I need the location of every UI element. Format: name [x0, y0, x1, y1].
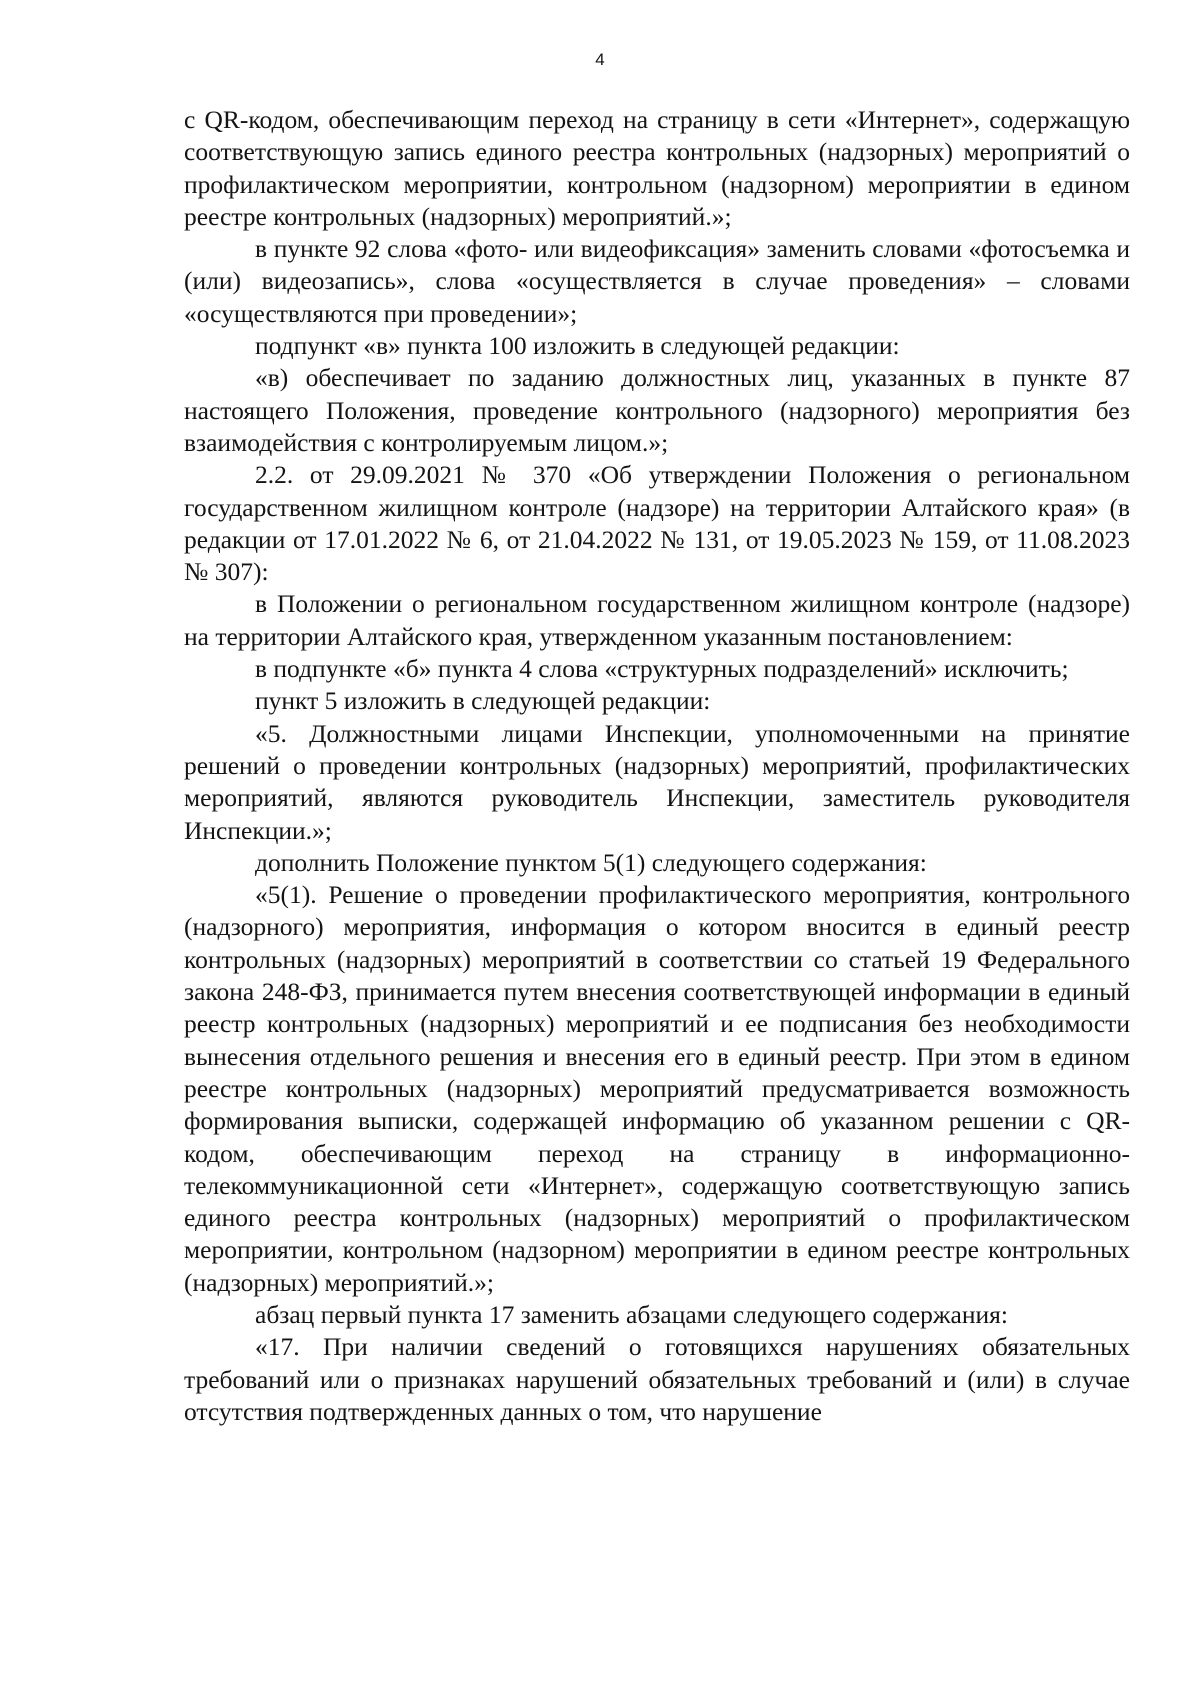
paragraph-item-5-intro: пункт 5 изложить в следующей редакции:: [255, 686, 711, 716]
page-number: 4: [595, 50, 605, 69]
paragraph-section-2-2: 2.2. от 29.09.2021 № 370 «Об утверждении Положения о региональном государственном жилищном контроле (надзоре) на территории Алтайского края» (в редакции от 17.01.2022 № 6, от 21.04.2022 № 131, от 19.05.2023 № 159, от 11.08.2023 № 307):: [184, 460, 1130, 587]
paragraph-item-17-text: «17. При наличии сведений о готовящихся нарушениях обязательных требований или о признаках нарушений обязательных требований и (или) в случае отсутствия подтвержденных данных о том, что нарушение: [184, 1332, 1130, 1426]
paragraph-item-100-text: «в) обеспечивает по заданию должностных лиц, указанных в пункте 87 настоящего Положения, проведение контрольного (надзорного) мероприятия без взаимодействия с контролируемым лицом.»;: [184, 363, 1130, 457]
paragraph-qr-code-continuation: с QR-кодом, обеспечивающим переход на страницу в сети «Интернет», содержащую соответствующую запись единого реестра контрольных (надзорных) мероприятий о профилактическом мероприятии, контрольном (надзорном) мероприятии в едином реестре контрольных (надзорных) мероприятий.»;: [184, 105, 1130, 231]
paragraph-item-92: в пункте 92 слова «фото- или видеофиксация» заменить словами «фотосъемка и (или) видеозапись», слова «осуществляется в случае проведения» – словами «осуществляются при проведении»;: [184, 234, 1130, 328]
paragraph-item-100-intro: подпункт «в» пункта 100 изложить в следующей редакции:: [255, 331, 900, 361]
paragraph-regulation-intro: в Положении о региональном государственном жилищном контроле (надзоре) на территории Алтайского края, утвержденном указанным постановлением:: [184, 589, 1130, 651]
paragraph-item-17-intro: абзац первый пункта 17 заменить абзацами следующего содержания:: [255, 1299, 1008, 1329]
paragraph-item-4: в подпункте «б» пункта 4 слова «структурных подразделений» исключить;: [255, 654, 1069, 684]
document-body: [184, 104, 1130, 1428]
paragraph-item-5-1-intro: дополнить Положение пунктом 5(1) следующего содержания:: [255, 847, 927, 877]
paragraph-item-5-text: «5. Должностными лицами Инспекции, уполномоченными на принятие решений о проведении контрольных (надзорных) мероприятий, профилактических мероприятий, являются руководитель Инспекции, заместитель руководителя Инспекции.»;: [184, 718, 1130, 845]
paragraph-item-5-1-text: «5(1). Решение о проведении профилактического мероприятия, контрольного (надзорного) мероприятия, информация о котором вносится в единый реестр контрольных (надзорных) мероприятий в соответствии со статьей 19 Федерального закона 248-ФЗ, принимается путем внесения соответствующей информации в единый реестр контрольных (надзорных) мероприятий и ее подписания без необходимости вынесения отдельного решения и внесения его в единый реестр. При этом в едином реестре контрольных (надзорных) мероприятий предусматривается возможность формирования выписки, содержащей информацию об указанном решении с QR-кодом, обеспечивающим переход на страницу в информационно-телекоммуникационной сети «Интернет», содержащую соответствующую запись единого реестра контрольных (надзорных) мероприятий о профилактическом мероприятии, контрольном (надзорном) мероприятии в едином реестре контрольных (надзорных) мероприятий.»;: [184, 880, 1130, 1297]
